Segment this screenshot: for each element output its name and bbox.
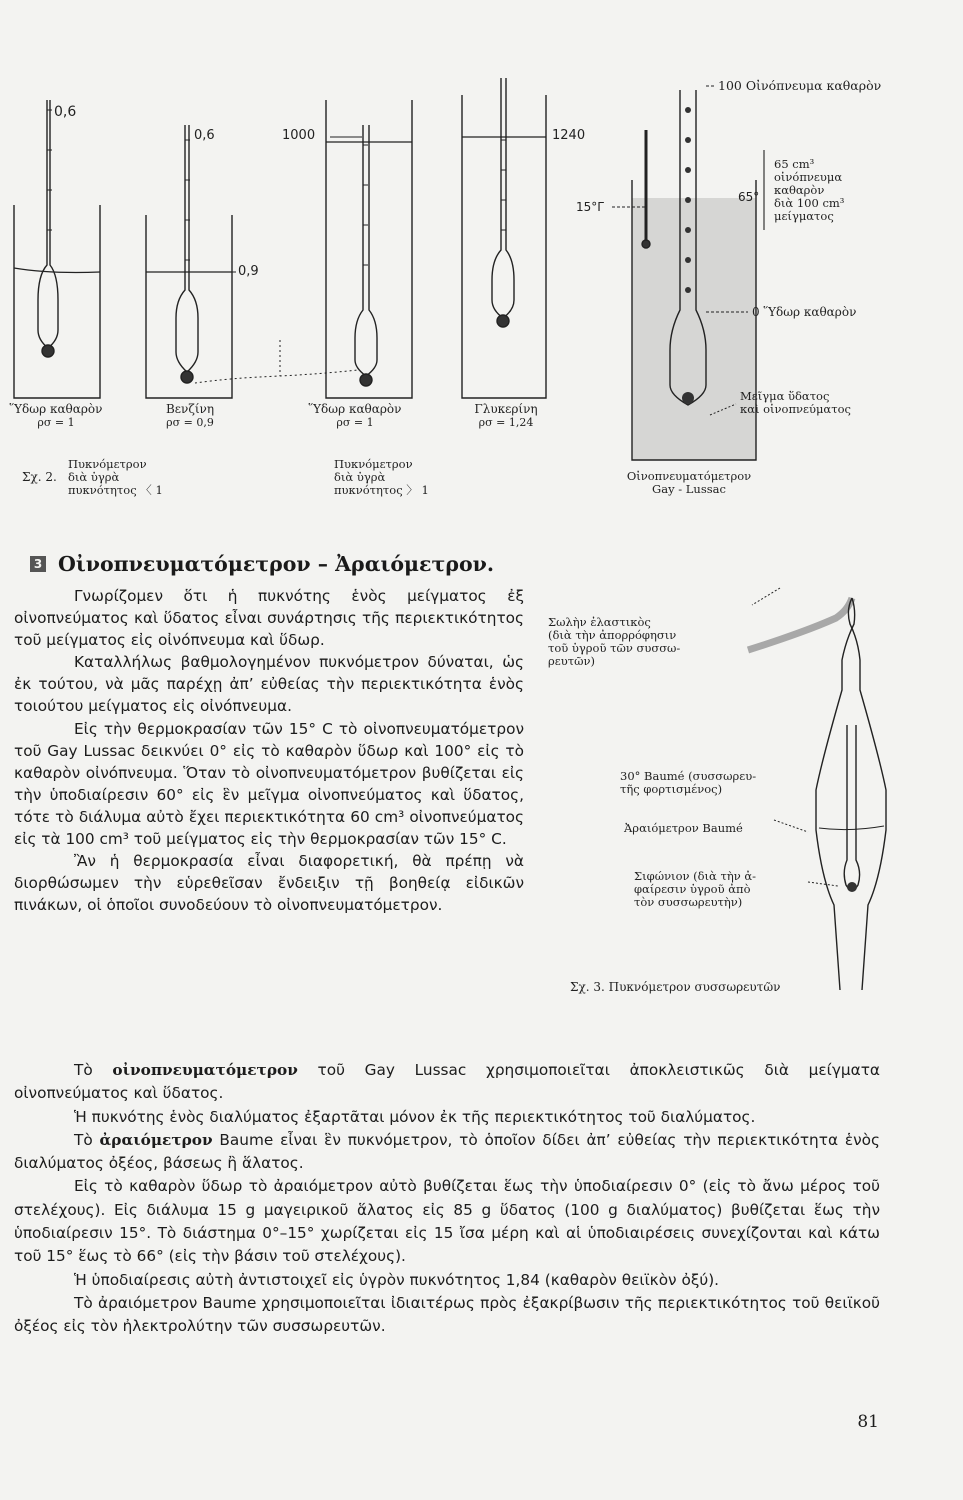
liquid-label-4: Γλυκερίνη ρσ = 1,24 (474, 402, 538, 429)
hydrometer-1-bulb (42, 345, 54, 357)
body-paragraph-2: Ἡ πυκνότης ἑνὸς διαλύματος ἐξαρτᾶται μόνον ἐκ τῆς περιεκτικότητος τοῦ διαλύματος. (74, 1107, 756, 1126)
hydrometer-1 (38, 100, 58, 348)
column-text (14, 585, 524, 916)
tick-label-0-9: 0,9 (238, 264, 259, 279)
body-paragraph-5: Ἡ ὑποδιαίρεσις αὐτὴ ἀντιστοιχεῖ εἰς ὑγρὸν πυκνότητος 1,84 (καθαρὸν θειϊκὸν ὀξύ). (74, 1270, 720, 1289)
body-text (14, 1059, 880, 1339)
gay-lussac-meter (632, 90, 756, 460)
gay-lussac-caption: Οἰνοπνευματόμετρον Gay - Lussac (626, 469, 752, 496)
gay-lussac-label-15: 15°Γ (576, 200, 604, 214)
connector-dotted (195, 370, 358, 383)
liquid-surface-1 (14, 268, 100, 273)
section-title: Οἰνοπνευματόμετρον – Ἀραιόμετρον. (58, 552, 494, 576)
liquid-level (819, 826, 884, 830)
gay-lussac-label-zero: 0 Ὕδωρ καθαρὸν (752, 305, 857, 319)
gay-lussac-label-65: 65° (738, 190, 760, 204)
vessel-1 (14, 205, 100, 398)
figure-2-caption-left: Πυκνόμετρον διὰ ὑγρὰ πυκνότητος 〈 1 (68, 457, 163, 497)
figure-3-araiometer-label: Ἀραιόμετρον Baumé (624, 821, 743, 835)
gay-lussac-label-mix: Μεῖγμα ὕδατος καὶ οἰνοπνεύματος (740, 389, 851, 416)
body-paragraph-1: Τὸ οἰνοπνευματόμετρον τοῦ Gay Lussac χρησιμοποιεῖται ἀποκλειστικῶς διὰ μείγματα οἰνοπνεύματος καὶ ὕδατος. (14, 1061, 880, 1103)
hydrometer-3 (355, 125, 377, 376)
liquid-label-3: Ὕδωρ καθαρὸν ρσ = 1 (308, 402, 402, 429)
tick-label-0-6-a: 0,6 (54, 104, 77, 120)
figure-3-caption: Σχ. 3. Πυκνόμετρον συσσωρευτῶν (570, 980, 781, 994)
column-paragraph-3: Εἰς τὴν θερμοκρασίαν τῶν 15° C τὸ οἰνοπνευματόμετρον τοῦ Gay Lussac δεικνύει 0° εἰς τὸ καθαρὸν ὕδωρ καὶ 100° εἰς τὸ καθαρὸν οἰνόπνευμα. Ὅταν τὸ οἰνοπνευματόμετρον βυθίζεται εἰς τὴν ὑποδιαίρεσιν 60° εἰς ἓν μεῖγμα οἰνοπνεύματος καὶ ὕδατος, τότε τὸ διάλυμα αὐτὸ ἔχει περιεκτικότητα 60 cm³ οἰνοπνεύματος εἰς τὰ 100 cm³ τοῦ μείγματος εἰς τὴν θερμοκρασίαν τῶν 15° C. (14, 719, 524, 849)
section-number-badge: 3 (30, 556, 46, 572)
liquid-label-2: Βενζίνη ρσ = 0,9 (165, 402, 215, 429)
figure-3-baume30-label: 30° Baumé (συσσωρευ- τῆς φορτισμένος) (620, 769, 757, 796)
column-paragraph-1: Γνωρίζομεν ὅτι ἡ πυκνότης ἑνὸς μείγματος ἐξ οἰνοπνεύματος καὶ ὕδατος εἶναι συνάρτησις τῆς περιεκτικότητος τοῦ μείγματος εἰς οἰνόπνευμα καὶ ὕδωρ. (14, 587, 524, 650)
tick-label-1240: 1240 (552, 128, 586, 143)
hydrometer-2 (176, 125, 198, 372)
hydrometer-2-bulb (181, 371, 193, 383)
baume-hydrometer (844, 725, 859, 890)
body-paragraph-3: Τὸ ἀραιόμετρον Baume εἶναι ἓν πυκνόμετρον, τὸ ὁποῖον δίδει ἀπ’ εὐθείας τὴν περιεκτικότητα ἑνὸς διαλύματος ὀξέος, βάσεως ἢ ἅλατος. (14, 1130, 880, 1173)
tick-label-1000: 1000 (282, 128, 316, 143)
rubber-hose (748, 598, 852, 650)
gay-lussac-label-top: 100 Οἰνόπνευμα καθαρὸν (718, 78, 882, 93)
body-paragraph-6: Τὸ ἀραιόμετρον Baume χρησιμοποιεῖται ἰδιαιτέρως πρὸς ἐξακρίβωσιν τῆς περιεκτικότητος τοῦ θειϊκοῦ ὀξέος εἰς τὸν ἠλεκτρολύτην τῶν συσσωρευτῶν. (14, 1293, 880, 1336)
syringe-right (848, 598, 886, 990)
gay-lussac-vessel-fill (632, 198, 756, 460)
column-paragraph-2: Καταλλήλως βαθμολογημένον πυκνόμετρον δύναται, ὡς ἐκ τούτου, νὰ μᾶς παρέχῃ ἀπ’ εὐθείας τὴν περιεκτικότητα ἑνὸς τοιούτου μείγματος εἰς οἰνόπνευμα. (14, 653, 524, 716)
column-paragraph-4: Ἂν ἡ θερμοκρασία εἶναι διαφορετική, θὰ πρέπῃ νὰ διορθώσωμεν τὴν εὑρεθεῖσαν ἔνδειξιν τῇ βοηθείᾳ εἰδικῶν πινάκων, οἱ ὁποῖοι συνοδεύουν τὸ οἰνοπνευματόμετρον. (14, 852, 524, 915)
figure-3-hose-label: Σωλὴν ἐλαστικὸς (διὰ τὴν ἀπορρόφησιν τοῦ ὑγροῦ τῶν συσσω- ρευτῶν) (548, 615, 681, 668)
section-heading (30, 552, 494, 576)
syringe-left (816, 598, 855, 990)
figure-2-number: Σχ. 2. (22, 470, 57, 484)
figure-3-siphon-label: Σιφώνιον (διὰ τὴν ἀ- φαίρεσιν ὑγροῦ ἀπὸ τὸν συσσωρευτὴν) (634, 869, 757, 909)
hydrometer-4 (492, 78, 514, 318)
tick-label-0-6-b: 0,6 (194, 128, 215, 143)
page-number: 81 (857, 1412, 879, 1432)
body-paragraph-4: Εἰς τὸ καθαρὸν ὕδωρ τὸ ἀραιόμετρον αὐτὸ βυθίζεται ἕως τὴν ὑποδιαίρεσιν 0° (εἰς τὸ ἄνω μέρος τοῦ στελέχους). Εἰς διάλυμα 15 g μαγειρικοῦ ἅλατος εἰς 85 g ὕδατος (100 g διαλύματος) βυθίζεται ἕως τὴν ὑποδιαίρεσιν 15°. Τὸ διάστημα 0°–15° χωρίζεται εἰς 15 ἴσα μέρη καὶ αἱ ὑποδιαιρέσεις συνεχίζονται καὶ κάτω τοῦ 15° ἕως τὸ 66° (εἰς τὴν βάσιν τοῦ στελέχους). (14, 1177, 880, 1266)
hydrometer-4-bulb (497, 315, 509, 327)
hydrometer-3-bulb (360, 374, 372, 386)
gay-lussac-bracket-note: 65 cm³ οἰνόπνευμα καθαρὸν διὰ 100 cm³ μείγματος (774, 157, 845, 223)
figure-2-caption-right: Πυκνόμετρον διὰ ὑγρὰ πυκνότητος 〉 1 (334, 457, 429, 497)
liquid-label-1: Ὕδωρ καθαρὸν ρσ = 1 (9, 402, 103, 429)
